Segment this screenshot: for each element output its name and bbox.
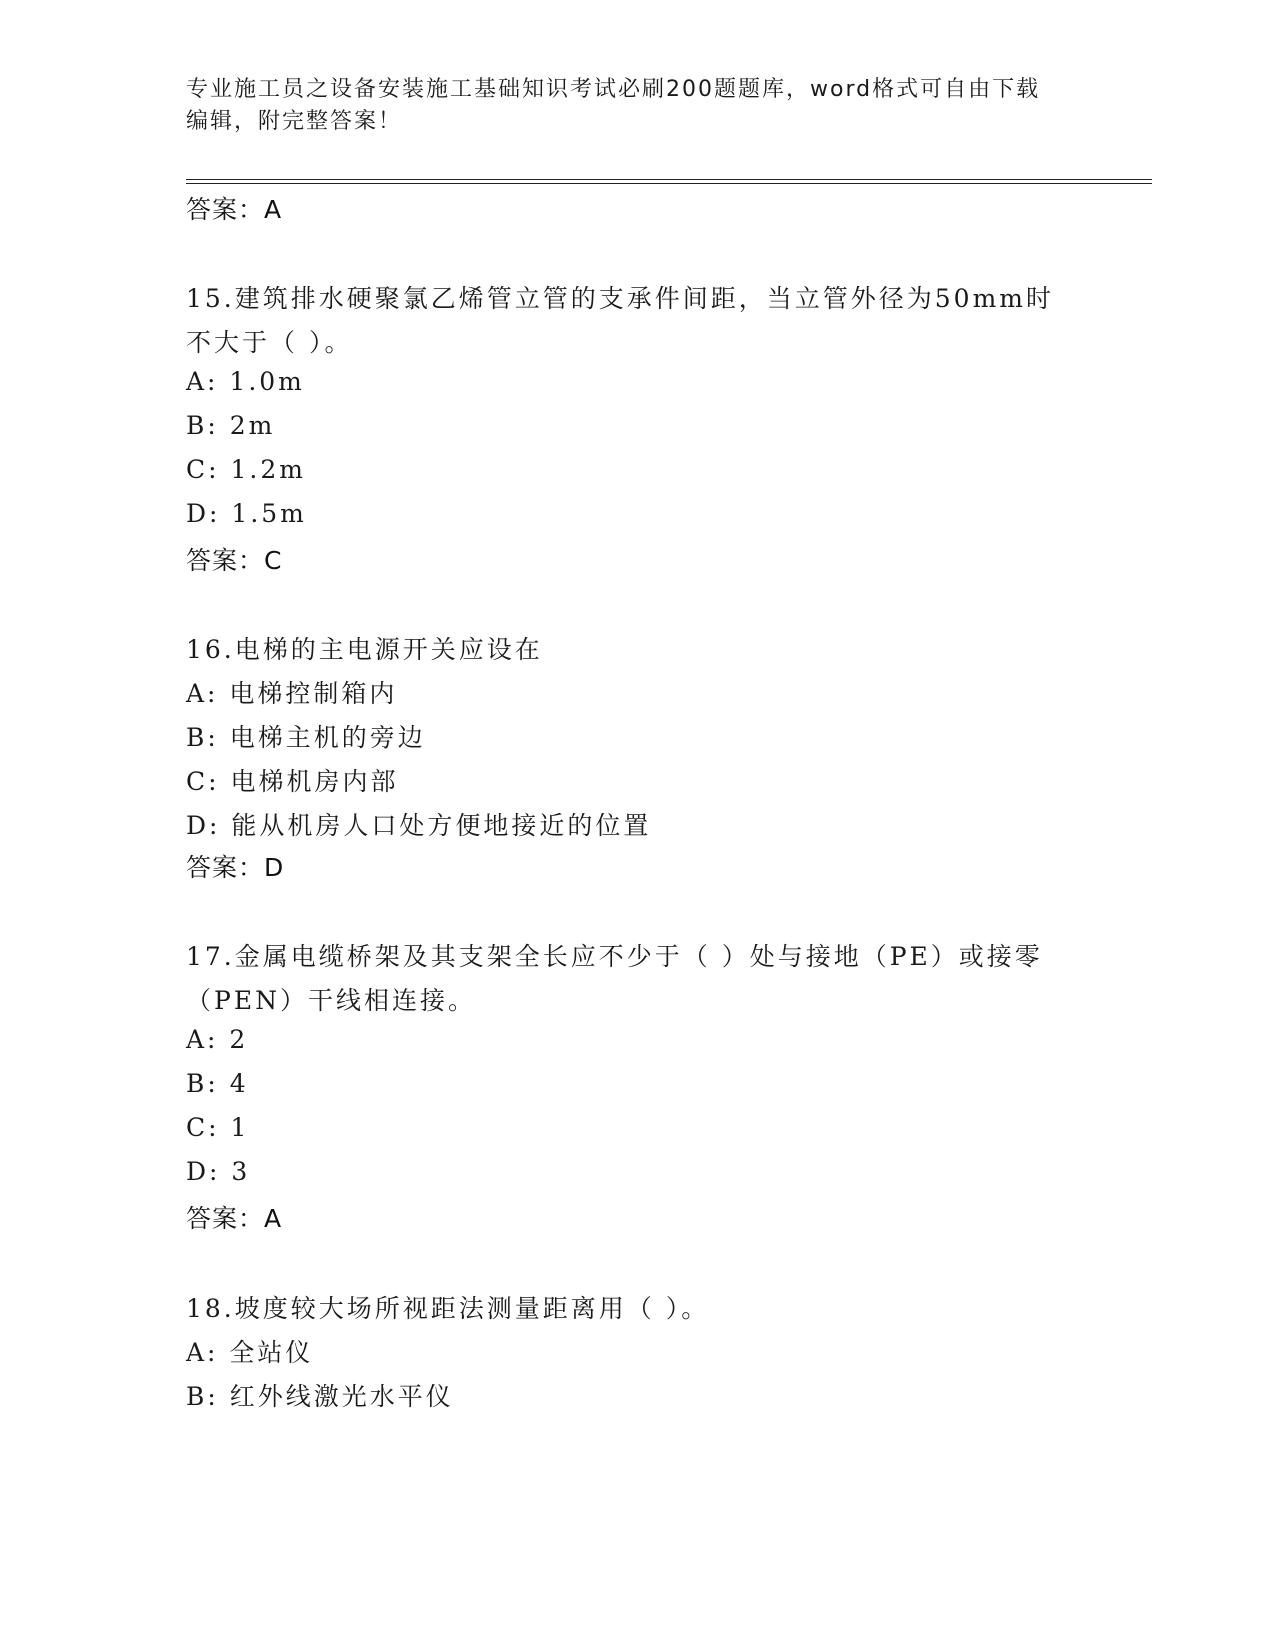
q17-option-a: A: 2 bbox=[186, 1025, 249, 1054]
q18-stem-line1: 18.坡度较大场所视距法测量距离用（ ）。 bbox=[186, 1294, 710, 1323]
header-title-line1: 专业施工员之设备安装施工基础知识考试必刷200题题库，word格式可自由下载 bbox=[186, 77, 1041, 102]
q16-answer: 答案：D bbox=[186, 853, 285, 882]
q16-stem-line1: 16.电梯的主电源开关应设在 bbox=[186, 635, 543, 664]
q17-option-b: B: 4 bbox=[186, 1069, 249, 1098]
q18-option-a: A: 全站仪 bbox=[186, 1338, 314, 1367]
q17-option-c: C: 1 bbox=[186, 1113, 250, 1142]
q16-option-a: A: 电梯控制箱内 bbox=[186, 679, 398, 708]
q15-option-c: C: 1.2m bbox=[186, 455, 306, 484]
header-rule-top bbox=[186, 179, 1152, 180]
q17-answer: 答案：A bbox=[186, 1204, 283, 1233]
q16-option-b: B: 电梯主机的旁边 bbox=[186, 723, 426, 752]
q16-option-c: C: 电梯机房内部 bbox=[186, 767, 399, 796]
header-rule-bottom bbox=[186, 183, 1152, 184]
previous-answer: 答案：A bbox=[186, 195, 283, 224]
q15-stem-line1: 15.建筑排水硬聚氯乙烯管立管的支承件间距，当立管外径为50mm时 bbox=[186, 284, 1054, 313]
q16-option-d: D: 能从机房人口处方便地接近的位置 bbox=[186, 811, 652, 840]
header-title-line2: 编辑，附完整答案！ bbox=[186, 109, 403, 134]
q17-stem-line2: （PEN）干线相连接。 bbox=[186, 986, 476, 1015]
q15-option-a: A: 1.0m bbox=[186, 367, 305, 396]
document-header bbox=[186, 74, 1066, 138]
q17-option-d: D: 3 bbox=[186, 1157, 251, 1186]
q17-stem-line1: 17.金属电缆桥架及其支架全长应不少于（ ）处与接地（PE）或接零 bbox=[186, 942, 1043, 971]
q15-stem-line2: 不大于（ ）。 bbox=[186, 328, 353, 357]
q15-option-d: D: 1.5m bbox=[186, 499, 307, 528]
q15-option-b: B: 2m bbox=[186, 411, 276, 440]
q18-option-b: B: 红外线激光水平仪 bbox=[186, 1382, 454, 1411]
q15-answer: 答案：C bbox=[186, 546, 283, 575]
